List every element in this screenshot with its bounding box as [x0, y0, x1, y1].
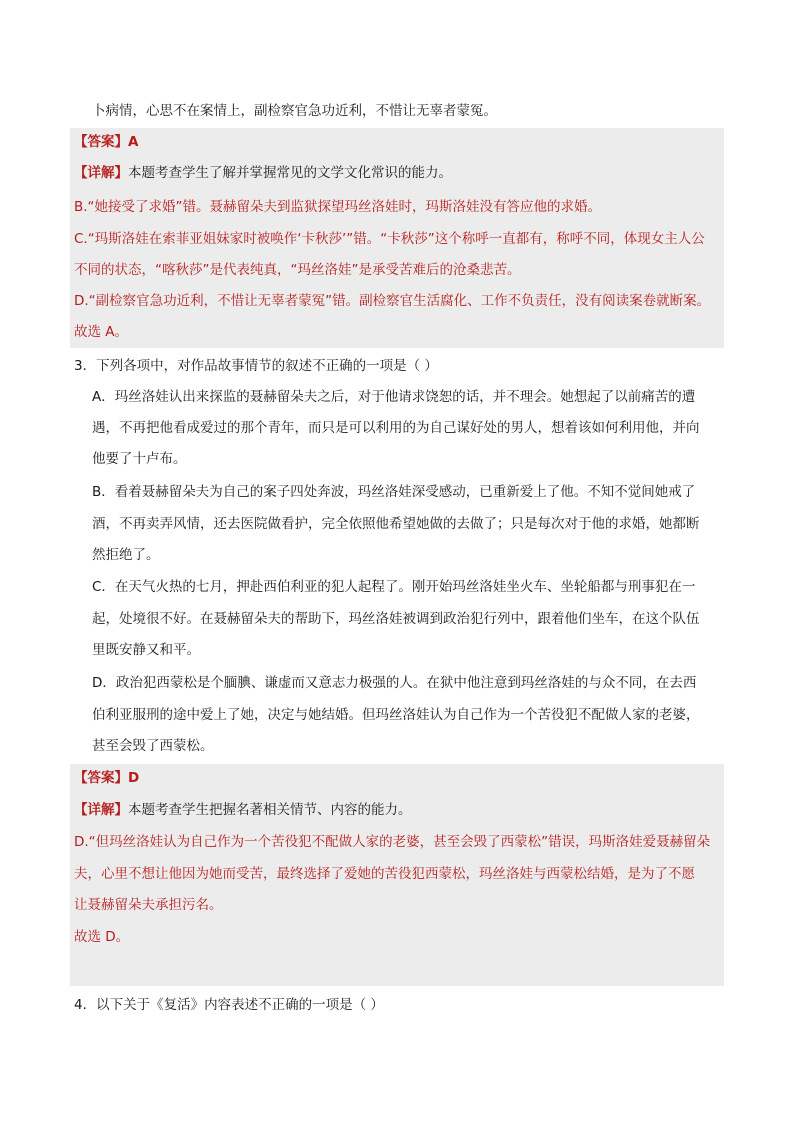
q3-answer	[74, 768, 139, 788]
q3-option-b-3: 然拒绝了。	[92, 547, 160, 563]
q2-detail	[74, 163, 452, 183]
detail-text: 本题考查学生把握名著相关情节、内容的能力。	[128, 802, 412, 818]
detail-label: 【详解】	[74, 802, 128, 818]
q2-answer	[74, 132, 138, 152]
answer-value: A	[128, 134, 139, 150]
q2-explain-d: D.“副检察官急功近利，不惜让无辜者蒙冤”错。副检察官生活腐化、工作不负责任，没有阅读案卷就断案。	[74, 293, 711, 309]
q3-explain-d-3: 让聂赫留朵夫承担污名。	[74, 897, 223, 913]
q3-option-d-3: 甚至会毁了西蒙松。	[92, 738, 214, 754]
q3-option-d-1: D．政治犯西蒙松是个腼腆、谦虚而又意志力极强的人。在狱中他注意到玛丝洛娃的与众不同，在去西	[92, 675, 697, 691]
detail-text: 本题考查学生了解并掌握常见的文学文化常识的能力。	[128, 165, 452, 181]
q3-explain-d-2: 夫，心里不想让他因为她而受苦，最终选择了爱她的苦役犯西蒙松，玛丝洛娃与西蒙松结婚，是为了不愿	[74, 866, 695, 882]
q3-explain-d-1: D.“但玛丝洛娃认为自己作为一个苦役犯不配做人家的老婆，甚至会毁了西蒙松”错误，玛斯洛娃爱聂赫留朵	[74, 834, 711, 850]
q3-stem: 3．下列各项中，对作品故事情节的叙述不正确的一项是（ ）	[74, 358, 438, 374]
q2-explain-c-2: 不同的状态，“喀秋莎”是代表纯真，“玛丝洛娃”是承受苦难后的沧桑悲苦。	[74, 262, 521, 278]
q3-option-d-2: 伯利亚服刑的途中爱上了她，决定与她结婚。但玛丝洛娃认为自己作为一个苦役犯不配做人家的老婆，	[92, 707, 700, 723]
answer-label: 【答案】	[74, 134, 128, 150]
answer-label: 【答案】	[74, 770, 128, 786]
q3-option-a-3: 他要了十卢布。	[92, 451, 187, 467]
answer-value: D	[128, 770, 140, 786]
q3-option-c-1: C．在天气火热的七月，押赴西伯利亚的犯人起程了。刚开始玛丝洛娃坐火车、坐轮船都与刑事犯在一	[92, 579, 696, 595]
q3-conclusion: 故选 D。	[74, 929, 130, 945]
q3-option-c-2: 起，处境很不好。在聂赫留朵夫的帮助下，玛丝洛娃被调到政治犯行列中，跟着他们坐车，在这个队伍	[92, 611, 700, 627]
q3-detail	[74, 800, 412, 820]
intro-line: 卜病情，心思不在案情上，副检察官急功近利，不惜让无辜者蒙冤。	[92, 103, 497, 119]
q2-explain-b: B.“她接受了求婚”错。聂赫留朵夫到监狱探望玛丝洛娃时，玛斯洛娃没有答应他的求婚。	[74, 199, 602, 215]
q3-option-b-2: 酒，不再卖弄风情，还去医院做看护，完全依照他希望她做的去做了；只是每次对于他的求婚，她都断	[92, 516, 700, 532]
q3-option-a-1: A．玛丝洛娃认出来探监的聂赫留朵夫之后，对于他请求饶恕的话，并不理会。她想起了以前痛苦的遭	[92, 389, 696, 405]
q4-stem: 4．以下关于《复活》内容表述不正确的一项是（ ）	[74, 997, 384, 1013]
q3-option-a-2: 遇，不再把他看成爱过的那个青年，而只是可以利用的为自己谋好处的男人，想着该如何利用他，并向	[92, 420, 700, 436]
q2-conclusion: 故选 A。	[74, 324, 129, 340]
q2-explain-c-1: C.“玛斯洛娃在索菲亚姐妹家时被唤作‘卡秋莎’”错。“卡秋莎”这个称呼一直都有，称呼不同，体现女主人公	[74, 231, 705, 247]
q3-option-b-1: B．看着聂赫留朵夫为自己的案子四处奔波，玛丝洛娃深受感动，已重新爱上了他。不知不觉间她戒了	[92, 484, 696, 500]
q3-option-c-3: 里既安静又和平。	[92, 642, 200, 658]
detail-label: 【详解】	[74, 165, 128, 181]
